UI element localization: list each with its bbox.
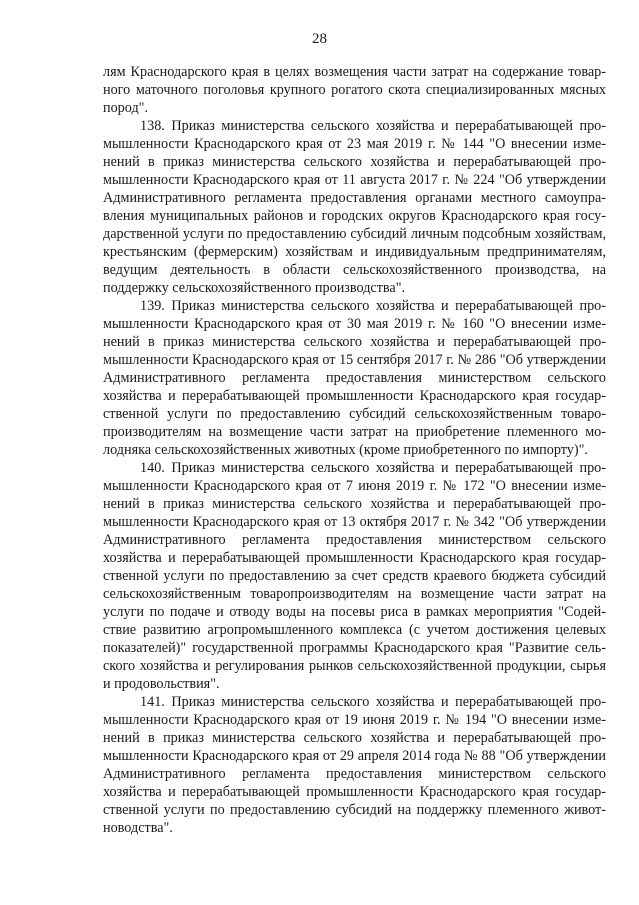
page-number: 28 [312,31,327,47]
document-body [103,63,606,837]
paragraph-item-139: 139. Приказ министерства сельского хозяйства и перерабатывающей промышленности Краснодарского края от 30 мая 2019 г. № 160 "О внесении изменений в приказ министерства сельского хозяйства и перерабатывающей промышленности Краснодарского края от 15 сентября 2017 г. № 286 "Об утверждении Административного регламента предоставления министерством сельского хозяйства и перерабатывающей промышленности Краснодарского края государственной услуги по предоставлению субсидий сельскохозяйственным товаропроизводителям на возмещение части затрат на приобретение племенного молодняка сельскохозяйственных животных (кроме приобретенного по импорту)". [103,298,606,458]
paragraph-item-140: 140. Приказ министерства сельского хозяйства и перерабатывающей промышленности Краснодарского края от 7 июня 2019 г. № 172 "О внесении изменений в приказ министерства сельского хозяйства и перерабатывающей промышленности Краснодарского края от 13 октября 2017 г. № 342 "Об утверждении Административного регламента предоставления министерством сельского хозяйства и перерабатывающей промышленности Краснодарского края государственной услуги по предоставлению за счет средств краевого бюджета субсидий сельскохозяйственным товаропроизводителям на возмещение части затрат на услуги по подаче и отводу воды на посевы риса в рамках мероприятия "Содействие развитию агропромышленного комплекса (с учетом достижения целевых показателей)" государственной программы Краснодарского края "Развитие сельского хозяйства и регулирования рынков сельскохозяйственной продукции, сырья и продовольствия". [103,460,606,692]
paragraph-item-138: 138. Приказ министерства сельского хозяйства и перерабатывающей промышленности Краснодарского края от 23 мая 2019 г. № 144 "О внесении изменений в приказ министерства сельского хозяйства и перерабатывающей промышленности Краснодарского края от 11 августа 2017 г. № 224 "Об утверждении Административного регламента предоставления органами местного самоуправления муниципальных районов и городских округов Краснодарского края государственной услуги по предоставлению субсидий личным подсобным хозяйствам, крестьянским (фермерским) хозяйствам и индивидуальным предпринимателям, ведущим деятельность в области сельскохозяйственного производства, на поддержку сельскохозяйственного производства". [103,118,606,296]
paragraph-continuation: лям Краснодарского края в целях возмещения части затрат на содержание товарного маточного поголовья крупного рогатого скота специализированных мясных пород". [103,64,606,116]
paragraph-item-141: 141. Приказ министерства сельского хозяйства и перерабатывающей промышленности Краснодарского края от 19 июня 2019 г. № 194 "О внесении изменений в приказ министерства сельского хозяйства и перерабатывающей промышленности Краснодарского края от 29 апреля 2014 года № 88 "Об утверждении Административного регламента предоставления министерством сельского хозяйства и перерабатывающей промышленности Краснодарского края государственной услуги по предоставлению субсидий на поддержку племенного животноводства". [103,694,606,836]
